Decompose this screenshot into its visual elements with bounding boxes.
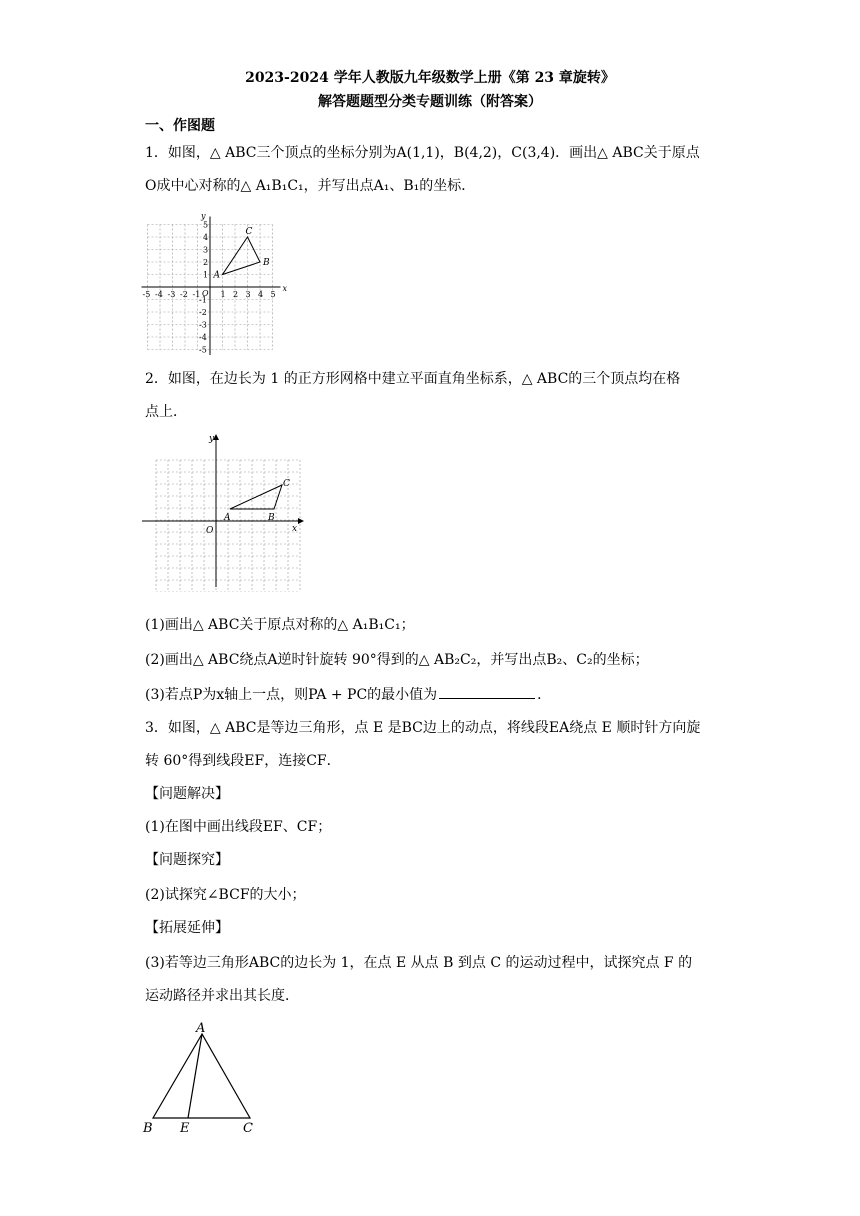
q1-y-tick-label: -4 [199, 333, 207, 342]
q3-label-e: E [180, 1121, 190, 1136]
q1-y-tick-label: 1 [203, 270, 209, 280]
q1-vertex-labels [213, 227, 271, 281]
q1-x-tick-label: 5 [270, 290, 276, 299]
q1-x-label: x [282, 284, 288, 293]
q3-line-1: 3．如图，△ ABC是等边三角形，点 E 是BC边上的动点，将线段EA绕点 E 顺时针方向旋 [145, 720, 701, 736]
q2-part-1: (1)画出△ ABC关于原点对称的△ A₁B₁C₁； [145, 617, 415, 633]
title-line-1: 2023-2024 学年人教版九年级数学上册《第 23 章旋转》 [245, 70, 615, 86]
q2-part-2: (2)画出△ ABC绕点A逆时针旋转 90°得到的△ AB₂C₂，并写出点B₂、C₂的坐标； [145, 652, 649, 668]
q2-origin-label: O [206, 526, 214, 536]
q2-arrow-x [298, 518, 304, 524]
q1-y-tick-label: -3 [199, 320, 207, 330]
q1-y-tick-label: -5 [199, 345, 207, 355]
title-line-2: 解答题题型分类专题训练（附答案） [318, 94, 542, 110]
q2-label-c: C [283, 479, 290, 489]
q1-y-tick-label: 4 [203, 233, 209, 242]
q3-part-1: (1)在图中画出线段EF、CF； [145, 819, 332, 835]
q1-label-b: B [263, 258, 270, 268]
q2-coordinate-figure [140, 432, 310, 592]
q1-y-label: y [201, 211, 206, 221]
q3-part-3b: 运动路径并求出其长度． [145, 988, 299, 1004]
q3-label-b: B [143, 1121, 153, 1136]
q1-line-1: 1．如图，△ ABC三个顶点的坐标分别为A(1,1)，B(4,2)，C(3,4)．画出△ ABC关于原点 [145, 145, 700, 161]
q1-label-c: C [245, 227, 253, 237]
q1-x-tick-label: -2 [180, 290, 188, 299]
q2-part-3-text: (3)若点P为x轴上一点，则PA + PC的最小值为 [145, 687, 438, 703]
q2-triangle-abc [230, 485, 282, 509]
q2-label-b: B [268, 513, 275, 523]
q3-part-2: (2)试探究∠BCF的大小； [145, 887, 306, 903]
q2-part-3-end: ． [537, 687, 552, 703]
q2-line-2: 点上． [145, 404, 187, 420]
q1-x-tick-label: -5 [142, 290, 151, 299]
q1-y-tick-label: 5 [203, 220, 209, 230]
q3-triangle-abc [153, 1034, 250, 1118]
q1-x-tick-label: -1 [192, 290, 201, 299]
q2-grid [156, 460, 300, 592]
q3-part-3a: (3)若等边三角形ABC的边长为 1，在点 E 从点 B 到点 C 的运动过程中，试探究点 F 的 [145, 955, 693, 971]
section-heading: 一、作图题 [145, 118, 215, 134]
q3-heading-1: 【问题解决】 [145, 786, 229, 802]
q2-x-label: x [292, 524, 298, 534]
q1-x-tick-label: -3 [167, 290, 176, 299]
q3-triangle-figure [140, 1018, 270, 1138]
q1-coordinate-figure [140, 205, 300, 355]
q2-y-label: y [209, 434, 215, 444]
answer-blank[interactable] [439, 686, 535, 699]
q1-origin-label: O [202, 289, 209, 298]
q1-y-tick-label: 3 [203, 245, 209, 255]
q3-line-2: 转 60°得到线段EF，连接CF． [145, 753, 341, 769]
q1-y-tick-label: -1 [199, 295, 207, 305]
q1-tick-labels [143, 212, 288, 355]
q1-x-tick-label: 2 [233, 290, 239, 299]
q1-x-tick-label: -4 [155, 290, 163, 299]
q1-y-tick-label: 2 [203, 258, 209, 267]
q1-x-tick-label: 4 [258, 290, 264, 299]
q3-heading-3: 【拓展延伸】 [145, 920, 229, 936]
q1-label-a: A [213, 270, 220, 281]
q3-heading-2: 【问题探究】 [145, 852, 229, 868]
q3-label-a: A [196, 1021, 206, 1036]
q2-line-1: 2．如图，在边长为 1 的正方形网格中建立平面直角坐标系，△ ABC的三个顶点均在格 [145, 371, 681, 387]
q2-label-a: A [224, 513, 231, 523]
q2-part-3 [145, 684, 551, 704]
q1-x-tick-label: 3 [245, 290, 251, 299]
q1-y-tick-label: -2 [199, 308, 207, 317]
q1-triangle-abc [223, 237, 261, 275]
q3-label-c: C [243, 1121, 253, 1136]
q1-line-2: O成中心对称的△ A₁B₁C₁，并写出点A₁、B₁的坐标． [145, 178, 476, 194]
q1-x-tick-label: 1 [220, 290, 226, 299]
